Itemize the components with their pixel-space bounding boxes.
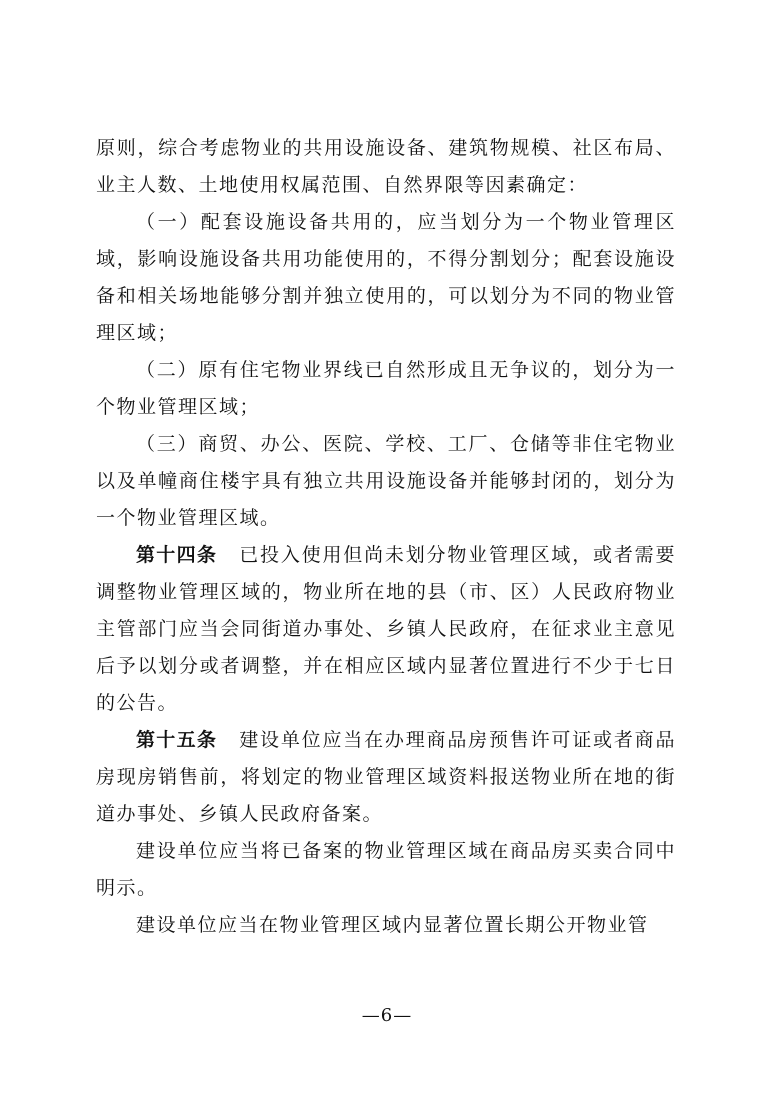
- article-15-clause-2: [96, 833, 676, 907]
- article-15: [96, 722, 676, 833]
- article-15-clause-3: [96, 907, 676, 944]
- paragraph-text: （三）商贸、办公、医院、学校、工厂、仓储等非住宅物业以及单幢商住楼宇具有独立共用设施设备并能够封闭的，划分为一个物业管理区域。: [96, 433, 676, 529]
- paragraph-text: 建设单位应当将已备案的物业管理区域在商品房买卖合同中明示。: [96, 840, 676, 899]
- paragraph-text: 建设单位应当在办理商品房预售许可证或者商品房现房销售前，将划定的物业管理区域资料报送物业所在地的街道办事处、乡镇人民政府备案。: [96, 729, 676, 825]
- paragraph-item-3: [96, 426, 676, 537]
- paragraph-intro: [96, 130, 676, 204]
- paragraph-text: （一）配套设施设备共用的，应当划分为一个物业管理区域，影响设施设备共用功能使用的，不得分割划分；配套设施设备和相关场地能够分割并独立使用的，可以划分为不同的物业管理区域；: [96, 211, 676, 344]
- paragraph-text: 原则，综合考虑物业的共用设施设备、建筑物规模、社区布局、业主人数、土地使用权属范围、自然界限等因素确定：: [96, 137, 676, 196]
- paragraph-text: 建设单位应当在物业管理区域内显著位置长期公开物业管: [136, 914, 649, 936]
- document-body: [96, 130, 676, 944]
- paragraph-text: （二）原有住宅物业界线已自然形成且无争议的，划分为一个物业管理区域；: [96, 359, 676, 418]
- article-14: [96, 537, 676, 722]
- page-number: —6—: [361, 1005, 413, 1026]
- article-heading: 第十五条: [136, 729, 218, 751]
- paragraph-text: 已投入使用但尚未划分物业管理区域，或者需要调整物业管理区域的，物业所在地的县（市、区）人民政府物业主管部门应当会同街道办事处、乡镇人民政府，在征求业主意见后予以划分或者调整，并在相应区域内显著位置进行不少于七日的公告。: [96, 544, 676, 714]
- article-heading: 第十四条: [136, 544, 218, 566]
- paragraph-item-2: [96, 352, 676, 426]
- paragraph-item-1: [96, 204, 676, 352]
